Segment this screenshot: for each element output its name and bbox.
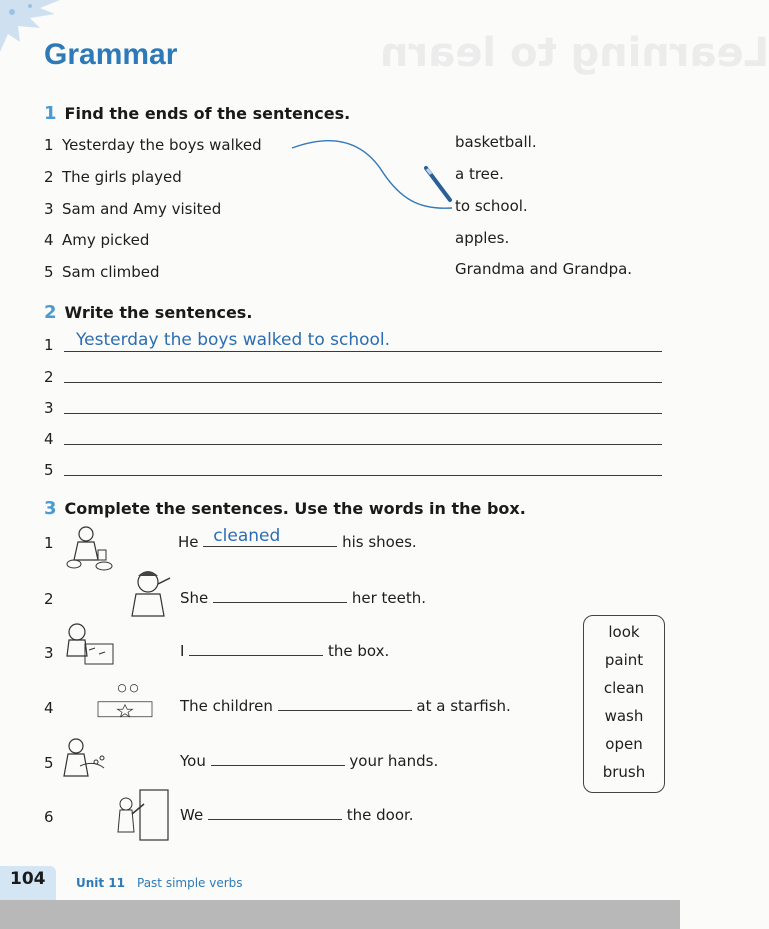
sentence-end: basketball. — [455, 133, 537, 151]
answer-blank[interactable] — [211, 751, 345, 766]
sentence-end: to school. — [455, 197, 528, 215]
section1-heading-text: Find the ends of the sentences. — [64, 104, 351, 123]
write-line[interactable] — [64, 444, 662, 445]
item-number: 6 — [44, 808, 54, 826]
sentence-end: Grandma and Grandpa. — [455, 260, 633, 278]
word-box-item: brush — [602, 763, 646, 781]
write-line-number: 5 — [44, 461, 54, 479]
page-title: Grammar — [44, 38, 178, 71]
write-line[interactable] — [64, 413, 662, 414]
footer-bar — [0, 900, 680, 929]
word-box-item: look — [608, 623, 640, 641]
item-number: 1 — [44, 534, 54, 552]
child-painting-box-picture — [55, 620, 115, 670]
answer-blank[interactable] — [278, 696, 412, 711]
bleed-through-text: Learning to learn — [380, 30, 769, 76]
painting-door-picture — [104, 788, 174, 844]
answer-blank[interactable] — [203, 526, 337, 547]
sentence-start: 5 Sam climbed — [44, 263, 160, 281]
item-number: 2 — [44, 590, 54, 608]
answer-blank[interactable] — [213, 588, 347, 603]
page-number: 104 — [10, 869, 46, 889]
item-number: 5 — [44, 754, 54, 772]
section2-heading-text: Write the sentences. — [64, 303, 253, 322]
section1-number: 1 — [44, 103, 57, 124]
boy-cleaning-shoes-picture — [60, 522, 120, 572]
section1-heading — [44, 103, 350, 124]
complete-sentence-item: She her teeth. — [180, 589, 426, 607]
section2-number: 2 — [44, 302, 57, 323]
write-line[interactable] — [64, 382, 662, 383]
handwritten-answer: Yesterday the boys walked to school. — [76, 330, 391, 350]
word-box-item: open — [605, 735, 643, 753]
complete-sentence-item: He cleaned his shoes. — [178, 526, 417, 551]
answer-blank[interactable] — [208, 805, 342, 820]
girl-brushing-teeth-picture — [118, 566, 178, 616]
word-box-item: wash — [604, 707, 644, 725]
write-line-number: 1 — [44, 336, 54, 354]
word-box — [583, 615, 665, 793]
footer-unit: Unit 11 — [76, 876, 126, 890]
word-box-item: paint — [604, 651, 644, 669]
sentence-start: 1 Yesterday the boys walked — [44, 136, 262, 154]
sentence-start: 3 Sam and Amy visited — [44, 200, 222, 218]
complete-sentence-item: I the box. — [180, 642, 390, 660]
section3-number: 3 — [44, 498, 57, 519]
sentence-start: 2 The girls played — [44, 168, 182, 186]
complete-sentence-item: You your hands. — [180, 752, 439, 770]
section3-heading-text: Complete the sentences. Use the words in the box. — [64, 499, 526, 518]
section3-heading — [44, 498, 526, 519]
handwritten-answer: cleaned — [213, 526, 281, 546]
section2-heading — [44, 302, 252, 323]
complete-sentence-item: We the door. — [180, 806, 414, 824]
item-number: 3 — [44, 644, 54, 662]
footer-title: Past simple verbs — [137, 876, 243, 890]
sentence-end: apples. — [455, 229, 510, 247]
write-line-number: 3 — [44, 399, 54, 417]
item-number: 4 — [44, 699, 54, 717]
sentence-end: a tree. — [455, 165, 504, 183]
matching-line — [290, 138, 460, 220]
write-line[interactable] — [64, 351, 662, 352]
children-looking-at-starfish-picture — [95, 676, 155, 726]
boy-washing-hands-picture — [50, 736, 110, 786]
write-line-number: 2 — [44, 368, 54, 386]
write-line[interactable] — [64, 475, 662, 476]
write-line-number: 4 — [44, 430, 54, 448]
sentence-start: 4 Amy picked — [44, 231, 150, 249]
answer-blank[interactable] — [189, 641, 323, 656]
complete-sentence-item: The children at a starfish. — [180, 697, 511, 715]
word-box-item: clean — [603, 679, 645, 697]
